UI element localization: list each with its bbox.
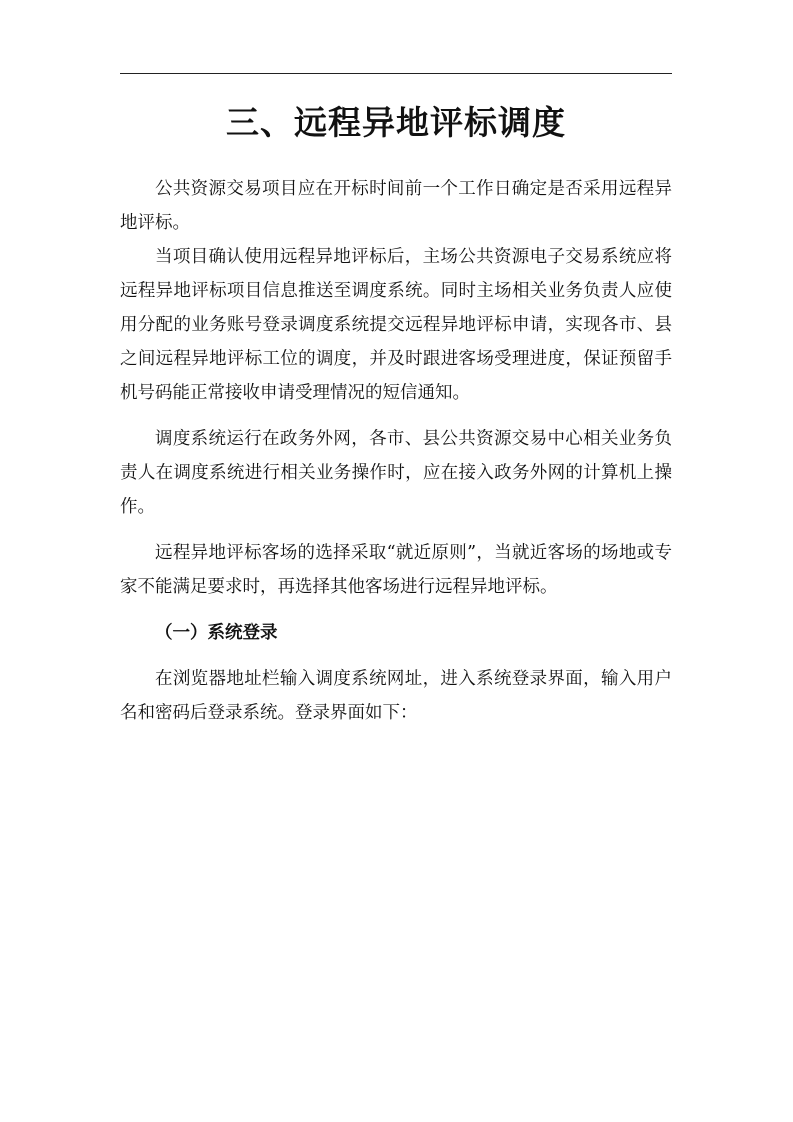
paragraph-spacer <box>120 524 672 536</box>
header-rule <box>120 73 672 74</box>
section-heading-login: （一）系统登录 <box>155 623 278 643</box>
paragraph-application: 当项目确认使用远程异地评标后，主场公共资源电子交易系统应将远程异地评标项目信息推送至调度系统。同时主场相关业务负责人应使用分配的业务账号登录调度系统提交远程异地评标申请，实现各市、县之间远程异地评标工位的调度，并及时跟进客场受理进度，保证预留手机号码能正常接收申请受理情况的短信通知。 <box>120 247 672 403</box>
paragraph-spacer <box>120 650 672 662</box>
document-body <box>120 172 672 730</box>
paragraph-network: 调度系统运行在政务外网，各市、县公共资源交易中心相关业务负责人在调度系统进行相关业务操作时，应在接入政务外网的计算机上操作。 <box>120 429 672 517</box>
paragraph-timing: 公共资源交易项目应在开标时间前一个工作日确定是否采用远程异地评标。 <box>120 179 672 233</box>
paragraph-spacer <box>120 410 672 422</box>
paragraph-venue-selection: 远程异地评标客场的选择采取“就近原则”，当就近客场的场地或专家不能满足要求时，再选择其他客场进行远程异地评标。 <box>120 543 672 597</box>
paragraph-spacer <box>120 604 672 616</box>
paragraph-login-instructions: 在浏览器地址栏输入调度系统网址，进入系统登录界面，输入用户名和密码后登录系统。登录界面如下： <box>120 669 672 723</box>
page-title: 三、远程异地评标调度 <box>226 103 566 142</box>
